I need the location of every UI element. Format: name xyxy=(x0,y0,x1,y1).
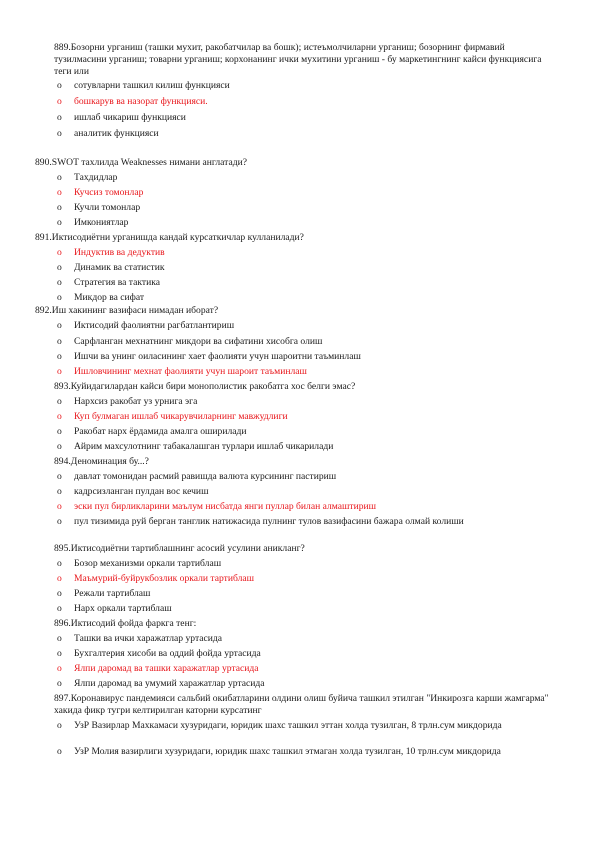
option-item-correct: o Индуктив ва дедуктив xyxy=(57,247,165,258)
bullet-icon: o xyxy=(57,96,62,107)
option-item: o ишлаб чикариш функцияси xyxy=(57,112,186,123)
bullet-icon: o xyxy=(57,441,62,452)
question-892: 892.Иш хакининг вазифаси нимадан иборат? xyxy=(35,305,219,316)
option-item: o Нарх оркали тартиблаш xyxy=(57,603,172,614)
bullet-icon: o xyxy=(57,663,62,674)
option-item-correct: o бошкарув ва назорат функцияси. xyxy=(57,96,208,107)
option-item: o сотувларни ташкил килиш функцияси xyxy=(57,80,230,91)
bullet-icon: o xyxy=(57,603,62,614)
bullet-icon: o xyxy=(57,366,62,377)
bullet-icon: o xyxy=(57,217,62,228)
bullet-icon: o xyxy=(57,112,62,123)
option-item: o пул тизимида руй берган танглик натижасида пулнинг тулов вазифасини бажара олмай колиши xyxy=(57,516,464,527)
option-item: o Ракобат нарх ёрдамида амалга оширилади xyxy=(57,426,247,437)
question-897: 897.Коронавирус пандемияси сальбий окибатларини олдини олиш буйича ташкил этилган "Инкирозга карши жамгарма" хакида фикр тугри келтирилган каторни курсатинг xyxy=(54,693,549,717)
option-item-correct: o Ишловчининг мехнат фаолияти учун шароит таъминлаш xyxy=(57,366,307,377)
option-item: o Бозор механизми оркали тартиблаш xyxy=(57,558,222,569)
option-item: o УзР Вазирлар Махкамаси хузуридаги, юридик шахс ташкил эттан холда тузилган, 8 трлн.сум микдорида xyxy=(57,720,502,731)
question-896: 896.Иктисодий фойда фаркга тенг: xyxy=(54,618,197,629)
option-item: o Кучли томонлар xyxy=(57,202,141,213)
option-item: o Бухгалтерия хисоби ва оддий фойда уртасида xyxy=(57,648,261,659)
question-895: 895.Иктисодиётни тартиблашнинг асосий усулини аникланг? xyxy=(54,543,305,554)
option-item: o Режали тартиблаш xyxy=(57,588,151,599)
option-item: o Ташки ва ички харажатлар уртасида xyxy=(57,633,223,644)
bullet-icon: o xyxy=(57,573,62,584)
option-item: o давлат томонидан расмий равишда валюта курсининг пастириш xyxy=(57,471,337,482)
option-item: o Сарфланган мехнатнинг микдори ва сифатини хисобга олиш xyxy=(57,336,323,347)
question-893: 893.Куйидагилардан кайси бири монополистик ракобатга хос белги эмас? xyxy=(54,381,356,392)
question-891: 891.Иктисодиётни урганишда кандай курсаткичлар кулланилади? xyxy=(35,232,304,243)
bullet-icon: o xyxy=(57,501,62,512)
option-item: o Динамик ва статистик xyxy=(57,262,165,273)
option-item: o Айрим махсулотнинг табакалашган турлари ишлаб чикарилади xyxy=(57,441,334,452)
bullet-icon: o xyxy=(57,202,62,213)
bullet-icon: o xyxy=(57,678,62,689)
bullet-icon: o xyxy=(57,516,62,527)
bullet-icon: o xyxy=(57,262,62,273)
option-item: o Имкониятлар xyxy=(57,217,129,228)
option-item-correct: o эски пул бирликларини маълум нисбатда янги пуллар билан алмаштириш xyxy=(57,501,377,512)
bullet-icon: o xyxy=(57,336,62,347)
bullet-icon: o xyxy=(57,558,62,569)
option-item-correct: o Кучсиз томонлар xyxy=(57,187,144,198)
bullet-icon: o xyxy=(57,187,62,198)
bullet-icon: o xyxy=(57,172,62,183)
bullet-icon: o xyxy=(57,411,62,422)
bullet-icon: o xyxy=(57,247,62,258)
option-item-correct: o Куп булмаган ишлаб чикарувчиларнинг мавжудлиги xyxy=(57,411,288,422)
option-item: o кадрсизланган пулдан вос кечиш xyxy=(57,486,209,497)
option-item: o аналитик функцияси xyxy=(57,128,159,139)
option-item: o Иктисодий фаолиятни рагбатлантириш xyxy=(57,320,235,331)
bullet-icon: o xyxy=(57,746,62,757)
question-894: 894.Деноминация бу...? xyxy=(54,456,149,467)
option-item: o УзР Молия вазирлиги хузуридаги, юридик шахс ташкил этмаган холда тузилган, 10 трлн.сум микдорида xyxy=(57,746,501,757)
option-item: o Ишчи ва унинг оиласининг хает фаолияти учун шароитни таъминлаш xyxy=(57,351,361,362)
option-item: o Тахдидлар xyxy=(57,172,118,183)
bullet-icon: o xyxy=(57,720,62,731)
bullet-icon: o xyxy=(57,277,62,288)
option-item: o Нархсиз ракобат уз урнига эга xyxy=(57,396,198,407)
option-item: o Микдор ва сифат xyxy=(57,292,145,303)
option-item: o Стратегия ва тактика xyxy=(57,277,160,288)
bullet-icon: o xyxy=(57,396,62,407)
bullet-icon: o xyxy=(57,292,62,303)
bullet-icon: o xyxy=(57,648,62,659)
option-item-correct: o Ялпи даромад ва ташки харажатлар уртасида xyxy=(57,663,259,674)
bullet-icon: o xyxy=(57,351,62,362)
option-item: o Ялпи даромад ва умумий харажатлар уртасида xyxy=(57,678,265,689)
question-890: 890.SWOT тахлилда Weaknesses нимани англатади? xyxy=(35,157,247,168)
bullet-icon: o xyxy=(57,588,62,599)
option-item-correct: o Маъмурий-буйрукбозлик оркали тартиблаш xyxy=(57,573,255,584)
bullet-icon: o xyxy=(57,320,62,331)
bullet-icon: o xyxy=(57,471,62,482)
bullet-icon: o xyxy=(57,426,62,437)
bullet-icon: o xyxy=(57,633,62,644)
question-889: 889.Бозорни урганиш (ташки мухит, ракобатчилар ва бошк); истеъмолчиларни урганиш; бозорнинг фирмавий тузилмасини урганиш; товарни урганиш; корхонанинг ички мухитини урганиш - бу маркетингнинг кайси функциясига теги или xyxy=(54,42,542,78)
bullet-icon: o xyxy=(57,128,62,139)
bullet-icon: o xyxy=(57,486,62,497)
bullet-icon: o xyxy=(57,80,62,91)
